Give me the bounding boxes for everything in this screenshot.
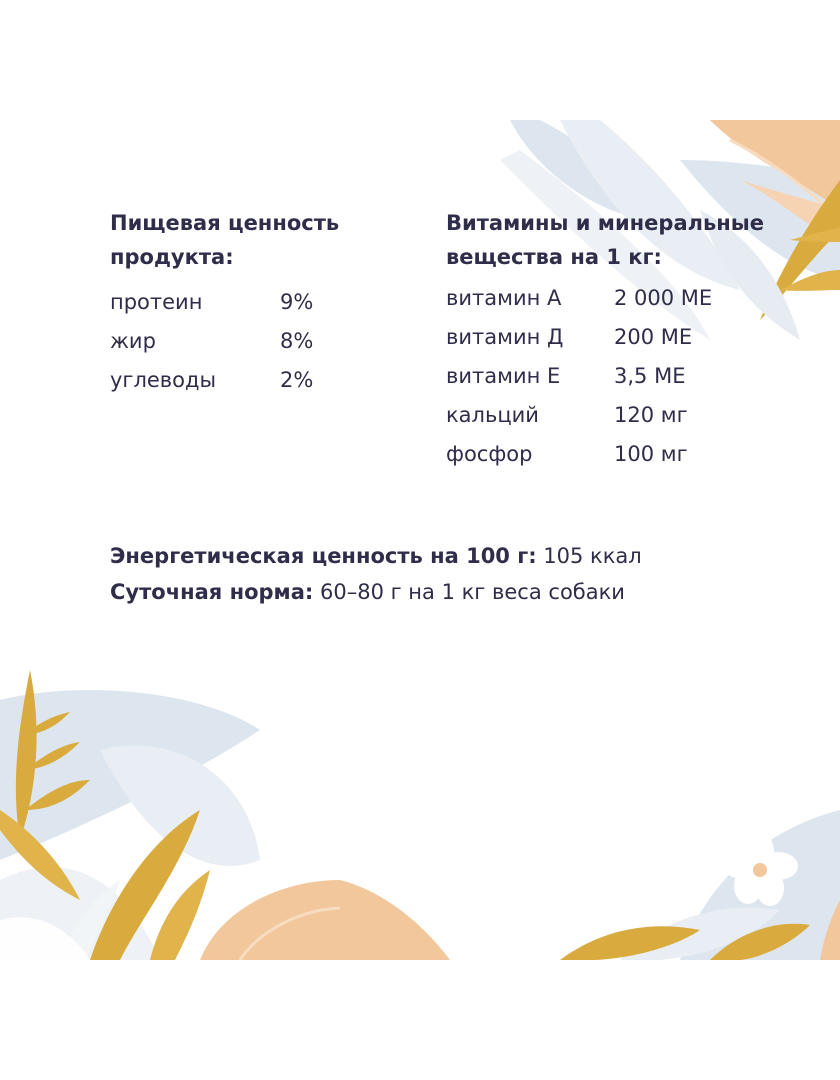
summary-block xyxy=(110,538,642,610)
nutrition-row xyxy=(110,321,313,360)
vitamin-value: 200 МЕ xyxy=(614,324,693,349)
vitamin-row xyxy=(446,278,712,317)
vitamin-name: фосфор xyxy=(446,441,533,466)
nutrition-title xyxy=(110,206,410,274)
vitamin-row xyxy=(446,395,712,434)
nutrient-name: жир xyxy=(110,328,156,353)
nutrient-name: углеводы xyxy=(110,367,217,392)
nutrient-value: 9% xyxy=(280,289,314,314)
vitamin-name: витамин Д xyxy=(446,324,564,349)
vitamins-title xyxy=(446,206,786,274)
nutrition-list xyxy=(110,282,313,399)
nutrition-title-line2: продукта: xyxy=(110,245,234,269)
vitamins-title-line1: Витамины и минеральные xyxy=(446,211,765,235)
energy-label: Энергетическая ценность на 100 г: xyxy=(110,544,537,568)
vitamin-row xyxy=(446,317,712,356)
daily-norm-label: Суточная норма: xyxy=(110,580,314,604)
vitamin-value: 120 мг xyxy=(614,402,688,427)
nutrient-name: протеин xyxy=(110,289,203,314)
nutrient-value: 8% xyxy=(280,328,314,353)
daily-norm-value: 60–80 г на 1 кг веса собаки xyxy=(319,580,625,604)
vitamin-value: 100 мг xyxy=(614,441,688,466)
vitamin-name: витамин А xyxy=(446,285,562,310)
nutrition-row xyxy=(110,360,313,399)
vitamin-value: 2 000 МЕ xyxy=(614,285,713,310)
vitamin-name: кальций xyxy=(446,402,539,427)
energy-value: 105 ккал xyxy=(543,544,642,568)
daily-norm-line xyxy=(110,574,642,610)
product-card xyxy=(0,120,840,960)
nutrient-value: 2% xyxy=(280,367,314,392)
vitamin-row xyxy=(446,356,712,395)
energy-line xyxy=(110,538,642,574)
nutrition-title-line1: Пищевая ценность xyxy=(110,211,340,235)
nutrition-row xyxy=(110,282,313,321)
vitamin-row xyxy=(446,434,712,473)
vitamins-title-line2: вещества на 1 кг: xyxy=(446,245,662,269)
card-content xyxy=(0,120,840,960)
vitamins-list xyxy=(446,278,712,473)
vitamin-name: витамин Е xyxy=(446,363,561,388)
vitamin-value: 3,5 МЕ xyxy=(614,363,686,388)
